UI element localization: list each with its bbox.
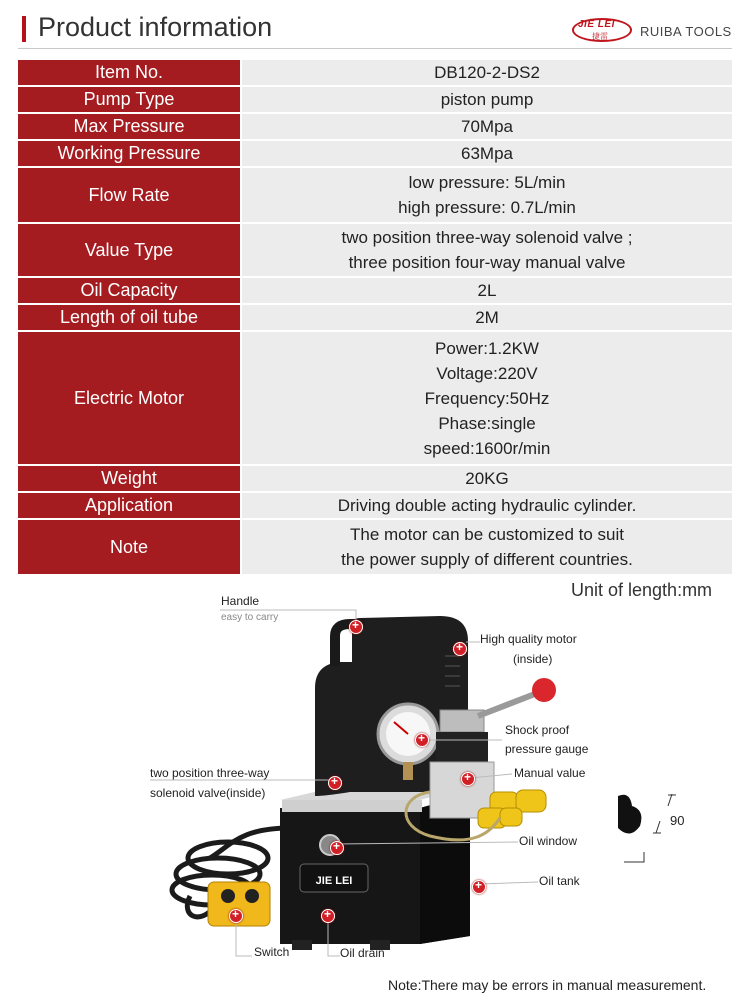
spec-row xyxy=(18,520,732,574)
dimension-value: 90 xyxy=(670,813,685,828)
marker-oil-window-dot xyxy=(330,841,344,855)
marker-oil-drain-dot xyxy=(321,909,335,923)
callout-switch: Switch xyxy=(254,945,290,959)
spec-row xyxy=(18,278,732,303)
spec-value xyxy=(242,332,732,464)
spec-table xyxy=(18,60,732,576)
spec-value-line: high pressure: 0.7L/min xyxy=(398,198,576,217)
brand-logo-text: JIE LEI xyxy=(578,19,615,30)
spec-key: Electric Motor xyxy=(18,332,240,464)
spec-value xyxy=(242,87,732,112)
brand-logo-sub: 捷雷 xyxy=(592,32,608,41)
spec-row xyxy=(18,141,732,166)
spec-key: Max Pressure xyxy=(18,114,240,139)
brand-logo xyxy=(572,16,742,46)
spec-value-line: 63Mpa xyxy=(461,144,513,163)
unit-label: Unit of length:mm xyxy=(571,580,713,600)
spec-value xyxy=(242,278,732,303)
spec-row xyxy=(18,87,732,112)
spec-value-line: 2L xyxy=(477,281,497,300)
marker-gauge-dot xyxy=(415,733,429,747)
spec-value-line: Driving double acting hydraulic cylinder. xyxy=(337,496,637,515)
spec-value-line: low pressure: 5L/min xyxy=(408,173,566,192)
spec-value xyxy=(242,168,732,222)
footnote: Note:There may be errors in manual measurement. xyxy=(388,977,707,993)
callout-gauge: pressure gauge xyxy=(505,742,589,756)
spec-value-line: Power:1.2KW xyxy=(435,338,539,358)
spec-value-line: Phase:single xyxy=(438,413,536,433)
spec-key: Item No. xyxy=(18,60,240,85)
spec-value xyxy=(242,466,732,491)
spec-key: Working Pressure xyxy=(18,141,240,166)
plate-brand-text: JIE LEI xyxy=(315,875,353,887)
spec-row xyxy=(18,168,732,222)
spec-key: Note xyxy=(18,520,240,574)
spec-value-line: piston pump xyxy=(440,90,534,109)
spec-key: Value Type xyxy=(18,224,240,276)
callout-solenoid-2: solenoid valve(inside) xyxy=(150,786,266,800)
spec-key: Application xyxy=(18,493,240,518)
spec-value-line: 20KG xyxy=(465,469,509,488)
spec-value-line: Frequency:50Hz xyxy=(424,388,550,408)
spec-value-line: the power supply of different countries. xyxy=(341,550,633,569)
page-title: Product information xyxy=(38,12,273,42)
spec-value-line: speed:1600r/min xyxy=(423,438,551,458)
pump-drawing xyxy=(0,596,750,976)
marker-motor-dot xyxy=(453,642,467,656)
callout-manual: Manual value xyxy=(514,766,586,780)
product-illustration xyxy=(0,596,750,976)
spec-key: Pump Type xyxy=(18,87,240,112)
marker-handle-dot xyxy=(349,620,363,634)
spec-value-line: three position four-way manual valve xyxy=(348,253,626,272)
spec-value-line: Voltage:220V xyxy=(436,363,538,383)
spec-value-line: 70Mpa xyxy=(461,117,513,136)
spec-row xyxy=(18,305,732,330)
spec-row xyxy=(18,224,732,276)
spec-value xyxy=(242,305,732,330)
spec-value-line: two position three-way solenoid valve ; xyxy=(341,228,633,247)
spec-value-line: 2M xyxy=(475,308,499,327)
spec-key: Weight xyxy=(18,466,240,491)
spec-row xyxy=(18,114,732,139)
callout-shock: Shock proof xyxy=(505,723,570,737)
spec-value xyxy=(242,60,732,85)
callout-oil-tank: Oil tank xyxy=(539,874,580,888)
spec-key: Flow Rate xyxy=(18,168,240,222)
spec-value-line: The motor can be customized to suit xyxy=(349,525,625,544)
spec-value xyxy=(242,141,732,166)
callout-motor: High quality motor xyxy=(480,632,577,646)
spec-row xyxy=(18,332,732,464)
spec-value xyxy=(242,224,732,276)
spec-key: Length of oil tube xyxy=(18,305,240,330)
spec-value xyxy=(242,493,732,518)
brand-name: RUIBA TOOLS xyxy=(640,24,732,39)
spec-value xyxy=(242,520,732,574)
dimension-sketch xyxy=(618,795,641,834)
marker-solenoid-dot xyxy=(328,776,342,790)
callout-oil-window: Oil window xyxy=(519,834,578,848)
spec-value xyxy=(242,114,732,139)
spec-value-line: DB120-2-DS2 xyxy=(434,63,540,82)
marker-manual-dot xyxy=(461,772,475,786)
callout-handle-sub: easy to carry xyxy=(221,612,279,623)
callout-solenoid-1: two position three-way xyxy=(150,766,270,780)
title-accent-bar xyxy=(22,16,26,42)
spec-key: Oil Capacity xyxy=(18,278,240,303)
spec-row xyxy=(18,466,732,491)
page-header xyxy=(0,0,750,52)
marker-switch-dot xyxy=(229,909,243,923)
callout-motor-sub: (inside) xyxy=(513,652,553,666)
callout-handle: Handle xyxy=(221,594,260,608)
header-divider xyxy=(18,48,732,49)
spec-row xyxy=(18,60,732,85)
spec-row xyxy=(18,493,732,518)
callout-oil-drain: Oil drain xyxy=(340,946,385,960)
marker-oil-tank-dot xyxy=(472,880,486,894)
